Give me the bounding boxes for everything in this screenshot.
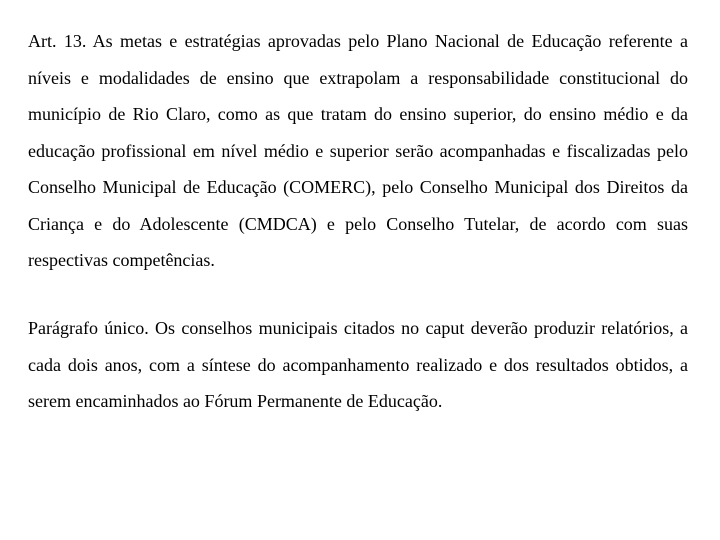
paragrafo-unico-paragraph: Parágrafo único. Os conselhos municipais citados no caput deverão produzir relatórios, a cada dois anos, com a síntese do acompanhamento realizado e dos resultados obtidos, a serem encaminhados ao Fórum Permanente de Educação.: [28, 318, 688, 411]
article-13-paragraph: Art. 13. As metas e estratégias aprovadas pelo Plano Nacional de Educação referente a níveis e modalidades de ensino que extrapolam a responsabilidade constitucional do município de Rio Claro, como as que tratam do ensino superior, do ensino médio e da educação profissional em nível médio e superior serão acompanhadas e fiscalizadas pelo Conselho Municipal de Educação (COMERC), pelo Conselho Municipal dos Direitos da Criança e do Adolescente (CMDCA) e pelo Conselho Tutelar, de acordo com suas respectivas competências.: [28, 31, 688, 270]
